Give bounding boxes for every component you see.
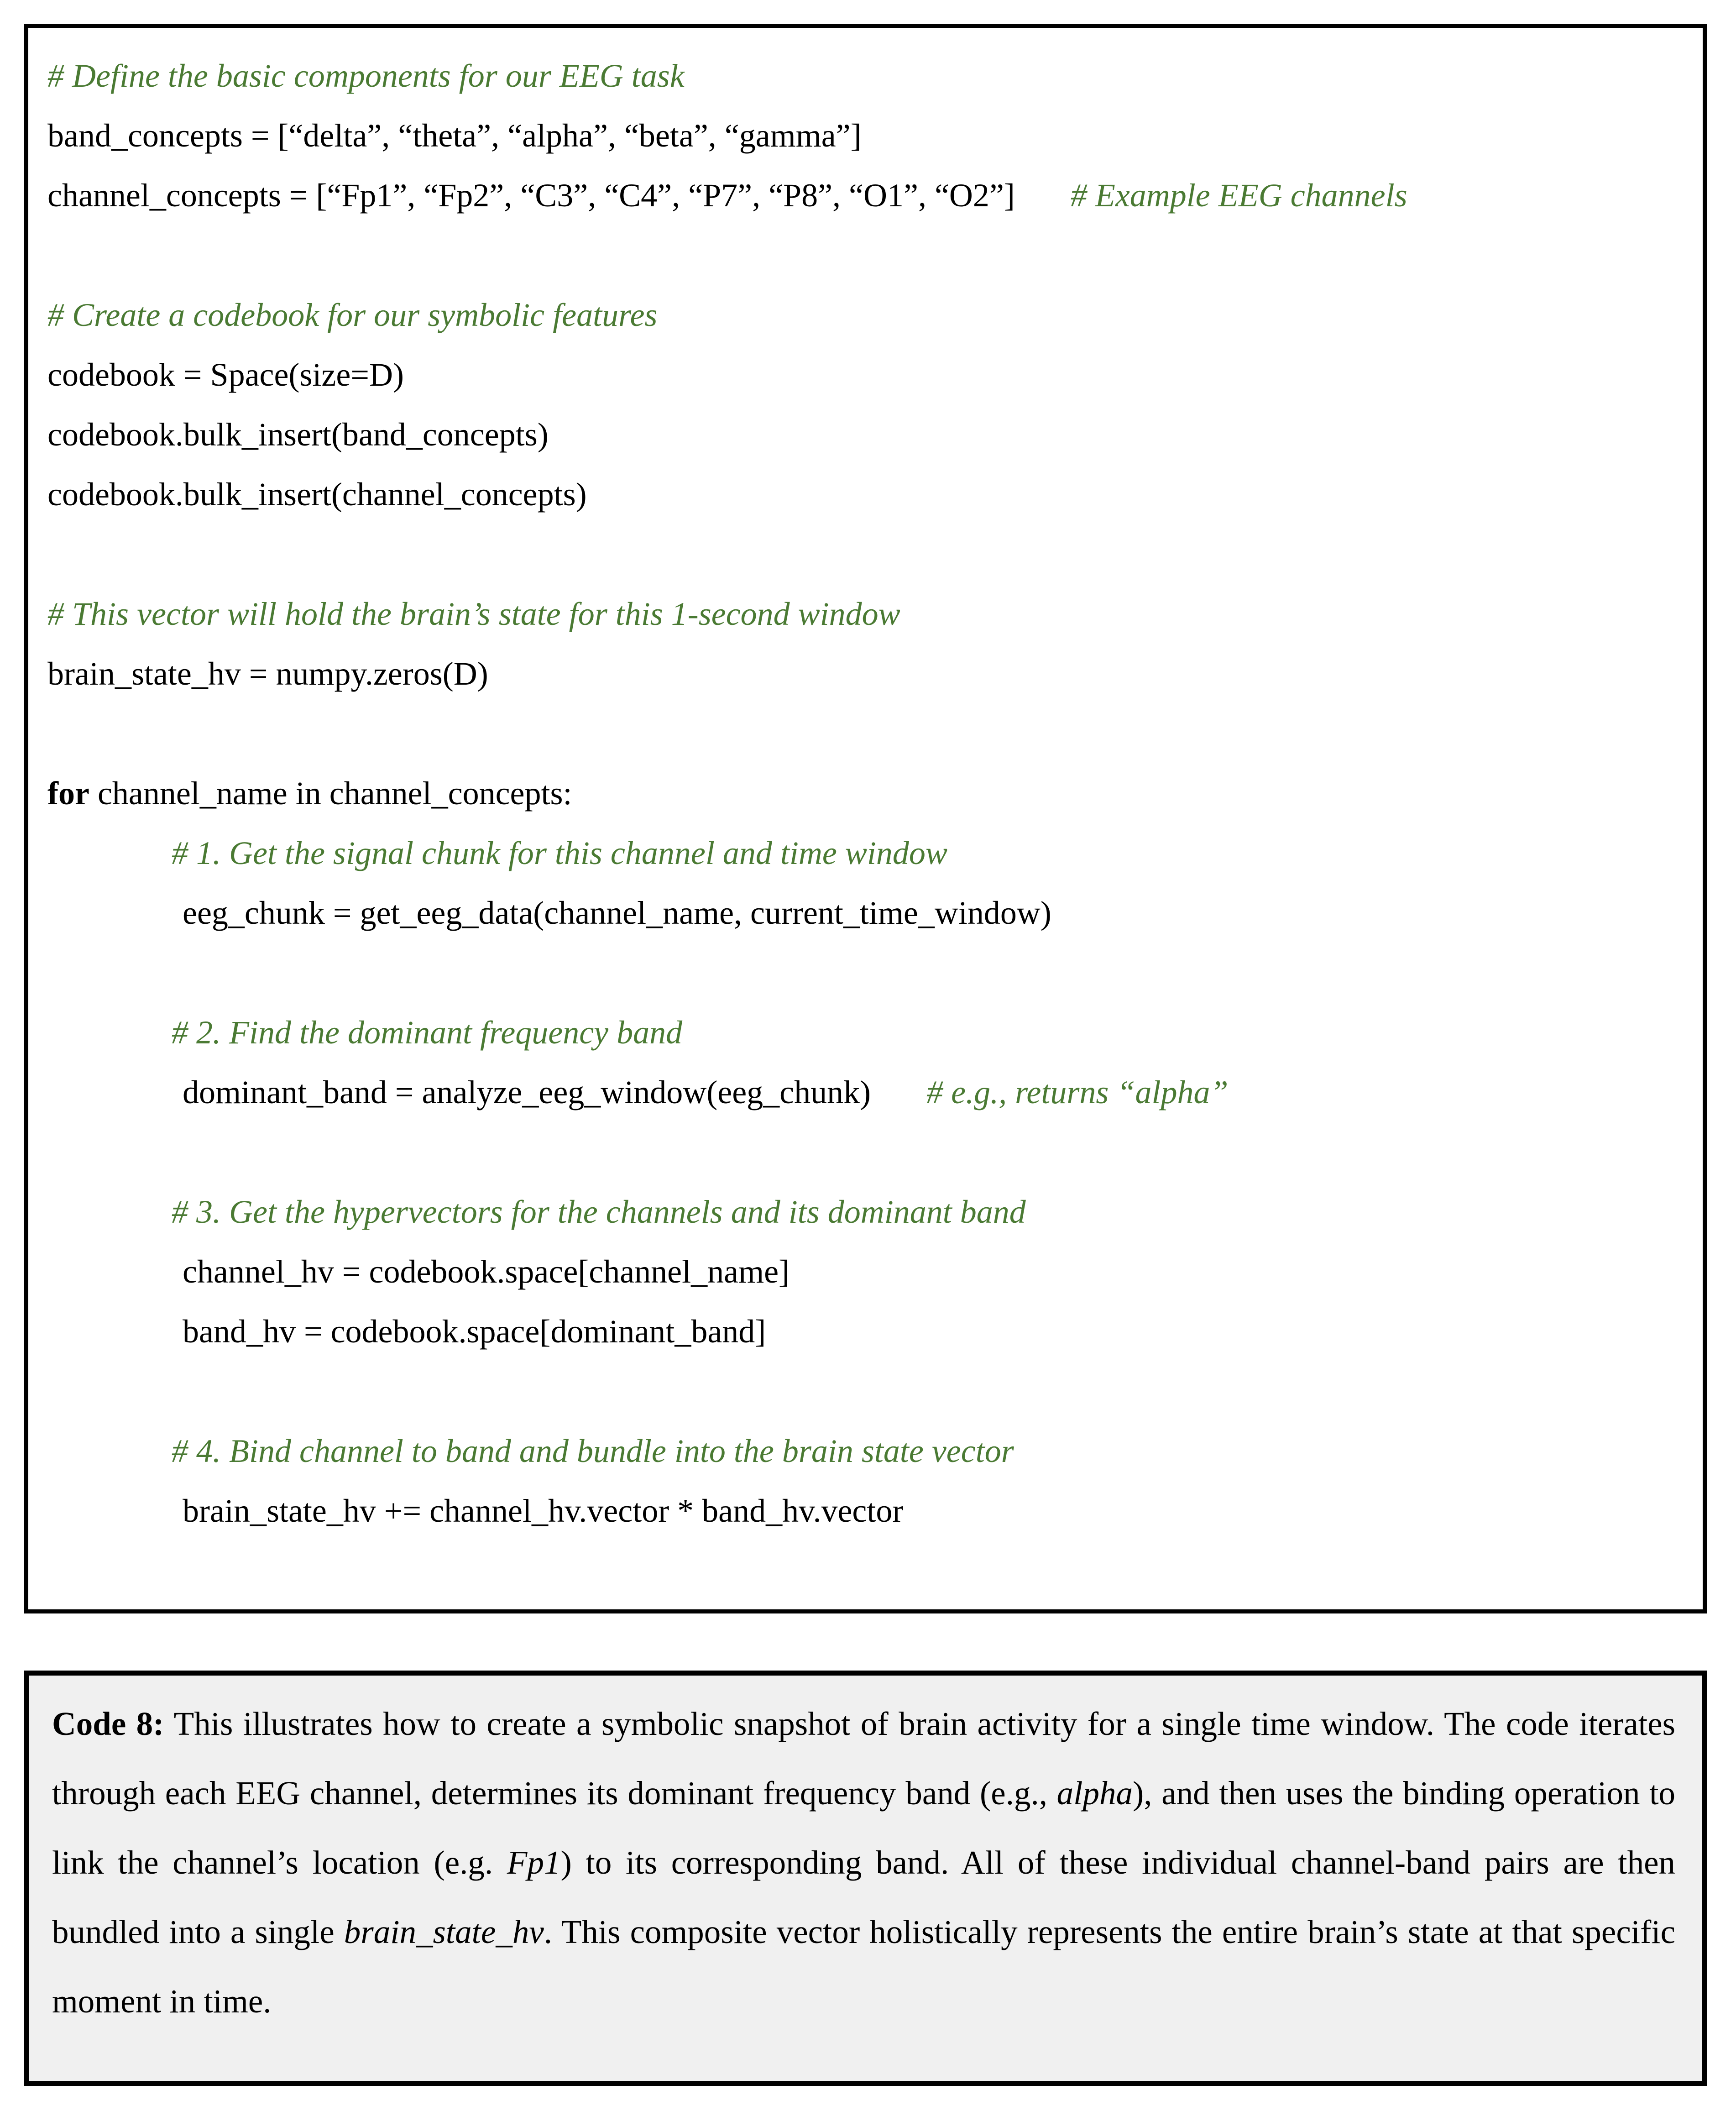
code-line [183, 1242, 1684, 1302]
code-blank-line [47, 1362, 1684, 1421]
code-keyword: for [47, 775, 89, 812]
code-line [47, 46, 1684, 106]
code-line [183, 1302, 1684, 1362]
code-text: codebook.bulk_insert(channel_concepts) [47, 476, 587, 513]
code-text: brain_state_hv += channel_hv.vector * band_hv.vector [183, 1493, 904, 1529]
code-text: channel_hv = codebook.space[channel_name] [183, 1253, 790, 1290]
code-line [47, 166, 1684, 225]
caption-segment: ), and then uses the binding operation to link the channel’s location (e.g. [52, 1775, 1675, 1881]
caption-segment: . This composite vector holistically represents the entire brain’s state at that specific moment in time. [52, 1913, 1675, 2020]
code-comment: # 2. Find the dominant frequency band [172, 1014, 683, 1051]
code-text: dominant_band = analyze_eeg_window(eeg_chunk) [183, 1074, 871, 1111]
code-text: channel_concepts = [“Fp1”, “Fp2”, “C3”, “C4”, “P7”, “P8”, “O1”, “O2”] [47, 177, 1015, 214]
caption-italic-term: brain_state_hv [344, 1913, 544, 1950]
caption-label: Code 8: [52, 1705, 164, 1742]
code-comment: # e.g., returns “alpha” [926, 1074, 1229, 1111]
code-line [47, 405, 1684, 465]
caption-segment: ) to its corresponding band. All of these individual channel-band pairs are then bundled into a single [52, 1844, 1675, 1950]
code-comment: # Define the basic components for our EEG task [47, 58, 685, 94]
code-text: codebook = Space(size=D) [47, 356, 404, 393]
code-blank-line [47, 943, 1684, 1003]
code-line [47, 584, 1684, 644]
code-lines [47, 46, 1684, 1541]
code-comment: # Example EEG channels [1070, 177, 1407, 214]
code-text: brain_state_hv = numpy.zeros(D) [47, 655, 488, 692]
caption-body [52, 1705, 1675, 2020]
code-comment: # Create a codebook for our symbolic features [47, 297, 658, 333]
code-line [47, 764, 1684, 823]
code-comment: # This vector will hold the brain’s state for this 1-second window [47, 596, 900, 632]
code-line [47, 345, 1684, 405]
code-line [47, 644, 1684, 704]
code-blank-line [47, 524, 1684, 584]
code-blank-line [47, 704, 1684, 764]
code-text: band_hv = codebook.space[dominant_band] [183, 1313, 766, 1350]
code-line [172, 823, 1684, 883]
caption-italic-term: Fp1 [507, 1844, 561, 1881]
code-text: eeg_chunk = get_eeg_data(channel_name, current_time_window) [183, 895, 1051, 931]
code-listing-box [24, 24, 1707, 1613]
code-line [172, 1421, 1684, 1481]
code-text: band_concepts = [“delta”, “theta”, “alpha”, “beta”, “gamma”] [47, 117, 862, 154]
code-comment: # 3. Get the hypervectors for the channels and its dominant band [172, 1194, 1026, 1230]
code-blank-line [47, 225, 1684, 285]
code-line [183, 1481, 1684, 1541]
code-line [47, 106, 1684, 166]
code-comment: # 4. Bind channel to band and bundle into the brain state vector [172, 1433, 1014, 1469]
code-line [183, 1063, 1684, 1122]
code-blank-line [47, 1122, 1684, 1182]
code-text: codebook.bulk_insert(band_concepts) [47, 416, 549, 453]
code-line [47, 465, 1684, 524]
code-comment: # 1. Get the signal chunk for this channel and time window [172, 835, 947, 871]
code-line [172, 1003, 1684, 1063]
caption-italic-term: alpha [1056, 1775, 1133, 1812]
caption-segment: This illustrates how to create a symbolic snapshot of brain activity for a single time window. The code iterates through each EEG channel, determines its dominant frequency band (e.g., [52, 1705, 1676, 1812]
code-line [172, 1182, 1684, 1242]
caption-box [24, 1671, 1707, 2086]
code-line [183, 883, 1684, 943]
code-text: channel_name in channel_concepts: [89, 775, 572, 812]
caption-text [52, 1689, 1675, 2036]
code-line [47, 285, 1684, 345]
